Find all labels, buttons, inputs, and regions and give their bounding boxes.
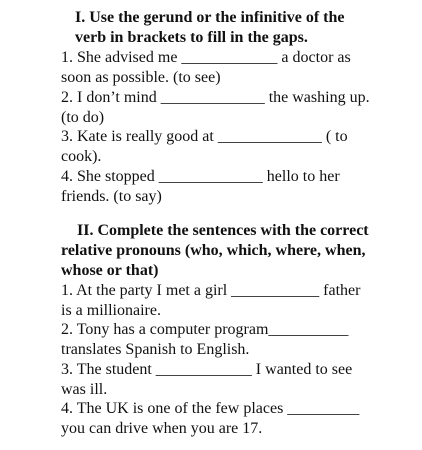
section-1-question-2-line-2: (to do) — [61, 109, 105, 126]
section-2-question-2-line-1: 2. Tony has a computer program__________ — [61, 321, 349, 338]
section-2-question-2-line-2: translates Spanish to English. — [61, 341, 250, 358]
section-1-heading-line-1: I. Use the gerund or the infinitive of the — [75, 9, 345, 26]
section-2-question-4-line-2: you can drive when you are 17. — [61, 420, 263, 437]
section-1-heading-line-2: verb in brackets to fill in the gaps. — [75, 29, 308, 46]
section-2-question-1-line-2: is a millionaire. — [61, 302, 161, 319]
section-1-question-3-line-2: cook). — [61, 148, 102, 165]
section-2-question-4-line-1: 4. The UK is one of the few places _________ — [61, 400, 360, 417]
section-2-heading-line-2: relative pronouns (who, which, where, when, — [61, 242, 366, 259]
section-1-question-1-line-1: 1. She advised me ____________ a doctor as — [61, 49, 351, 66]
section-2-heading-line-1: II. Complete the sentences with the correct — [77, 222, 369, 239]
section-1-question-3-line-1: 3. Kate is really good at _____________ ( to — [61, 128, 348, 145]
section-2-question-3-line-1: 3. The student ____________ I wanted to see — [61, 361, 353, 378]
section-2-question-1-line-1: 1. At the party I met a girl ___________ father — [61, 282, 361, 299]
section-1-question-1-line-2: soon as possible. (to see) — [61, 69, 221, 86]
section-1-question-4-line-1: 4. She stopped _____________ hello to her — [61, 168, 340, 185]
section-1-question-4-line-2: friends. (to say) — [61, 188, 162, 205]
section-2-question-3-line-2: was ill. — [61, 381, 108, 398]
section-2-heading-line-3: whose or that) — [61, 262, 159, 279]
section-1-question-2-line-1: 2. I don’t mind _____________ the washing up. — [61, 89, 370, 106]
